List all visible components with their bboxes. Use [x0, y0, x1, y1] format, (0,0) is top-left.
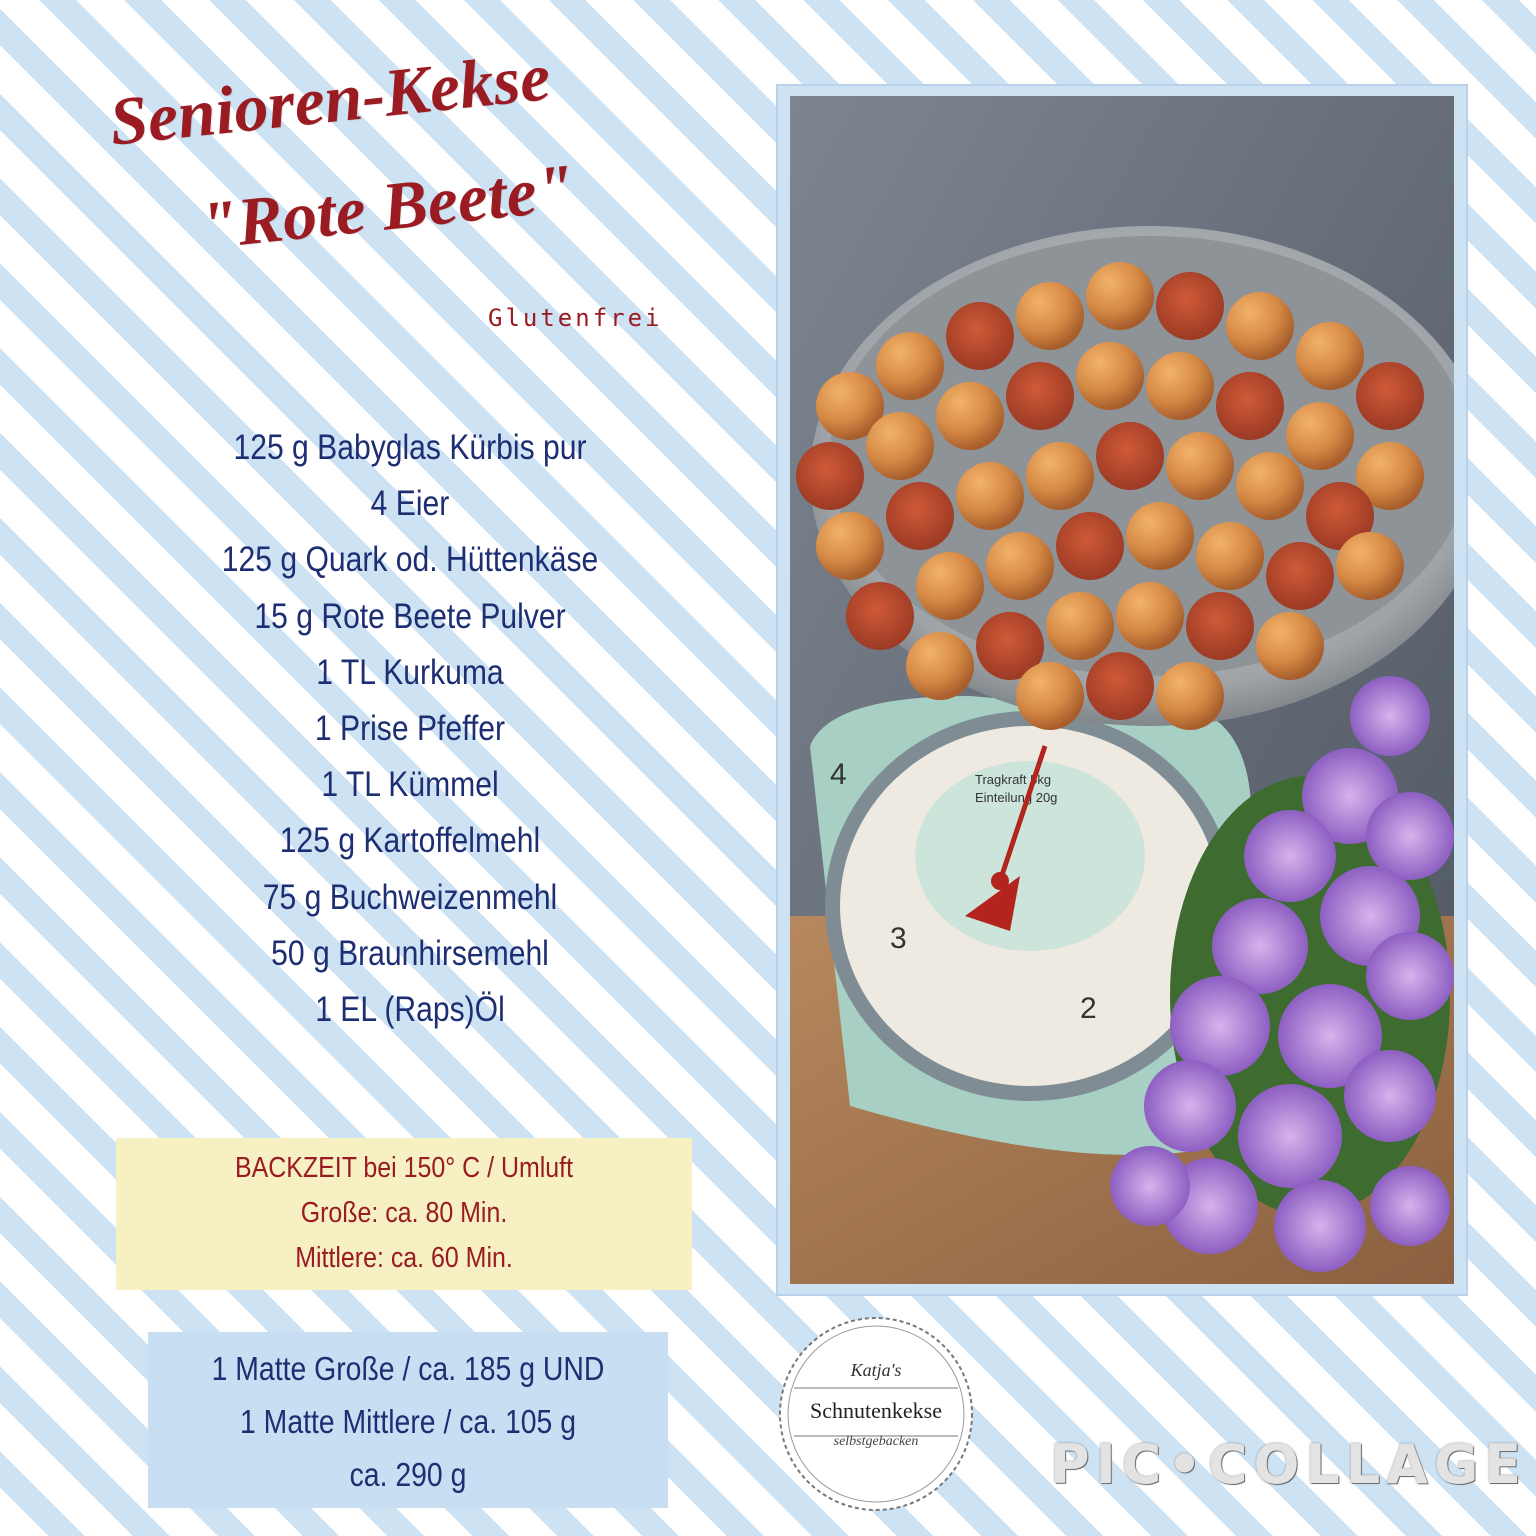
ingredient-item: 75 g Buchweizenmehl	[262, 877, 558, 917]
ingredient-item: 15 g Rote Beete Pulver	[254, 596, 566, 636]
baking-time-large: Große: ca. 80 Min.	[300, 1197, 508, 1229]
scale-number: 4	[830, 758, 847, 791]
logo-brand-name: Schnutenkekse	[810, 1398, 942, 1423]
scale-number: 2	[1080, 992, 1097, 1025]
baking-time-box	[116, 1138, 692, 1290]
ingredient-item: 4 Eier	[370, 484, 450, 524]
recipe-title: Senioren-Kekse	[106, 38, 554, 160]
baking-time-medium: Mittlere: ca. 60 Min.	[295, 1242, 513, 1274]
app-watermark: PIC•COLLAGE	[1050, 1433, 1528, 1496]
ingredient-item: 50 g Braunhirsemehl	[271, 933, 549, 973]
recipe-title-variant: "Rote Beete"	[196, 148, 578, 264]
recipe-subtitle: Glutenfrei	[488, 304, 663, 332]
ingredient-item: 1 EL (Raps)Öl	[315, 990, 505, 1030]
logo-tagline: selbstgebacken	[833, 1434, 919, 1449]
scale-label: Einteilung 20g	[975, 790, 1058, 805]
ingredient-list	[110, 420, 710, 1038]
mat-yield-total: ca. 290 g	[349, 1456, 467, 1493]
ingredient-item: 125 g Quark od. Hüttenkäse	[221, 540, 599, 580]
baking-time-heading: BACKZEIT bei 150° C / Umluft	[234, 1152, 574, 1184]
mat-yield-large: 1 Matte Große / ca. 185 g UND	[211, 1350, 605, 1387]
scale-label: Tragkraft 5kg	[975, 772, 1052, 787]
photo-frame	[776, 84, 1468, 1296]
ingredient-item: 1 Prise Pfeffer	[314, 709, 506, 749]
ingredient-item: 1 TL Kurkuma	[316, 652, 504, 692]
mat-yield-medium: 1 Matte Mittlere / ca. 105 g	[240, 1403, 576, 1440]
scale-number: 3	[890, 922, 907, 955]
cookie-photo	[790, 96, 1454, 1284]
ingredient-item: 125 g Babyglas Kürbis pur	[233, 428, 587, 467]
logo-owner: Katja's	[850, 1360, 902, 1380]
ingredient-item: 125 g Kartoffelmehl	[279, 821, 541, 861]
brand-logo	[776, 1314, 976, 1514]
mat-yield-box	[148, 1332, 668, 1508]
ingredient-item: 1 TL Kümmel	[321, 765, 499, 805]
